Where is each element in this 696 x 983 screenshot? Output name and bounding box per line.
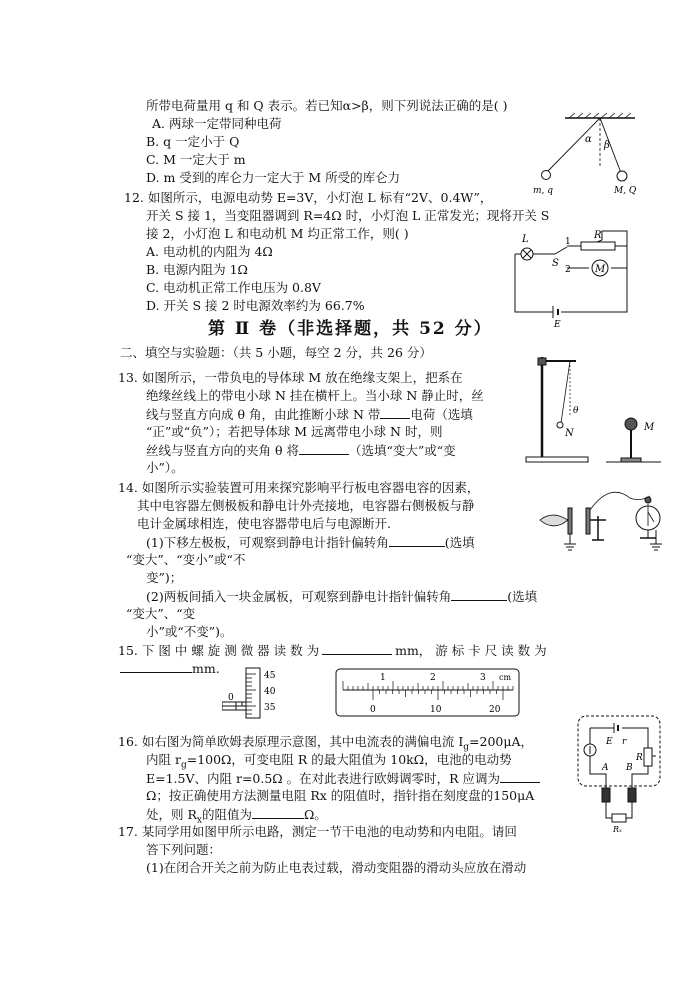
q13-line-5-tail: （选填“变大”或“变 — [348, 443, 456, 458]
q16-line-1-tail: =200μA， — [469, 734, 534, 749]
probe-left — [602, 788, 610, 802]
q17-line-3: (1)在闭合开关之前为防止电表过载，滑动变阻器的滑动头应放在滑动 — [146, 860, 527, 875]
q12-option-d: D. 开关 S 接 2 时电源效率约为 66.7% — [146, 298, 365, 313]
q14-sub-2-end: 小”或“不变”)。 — [146, 624, 233, 639]
q12-option-a: A. 电动机的内阻为 4Ω — [146, 244, 273, 259]
stand-base — [526, 457, 588, 462]
q15-caliper-figure — [335, 668, 521, 718]
q13-line-3 — [146, 405, 473, 423]
alpha-label: α — [585, 134, 592, 145]
q14-sub-1-end: 变”)； — [146, 570, 183, 585]
connecting-wire — [590, 492, 650, 510]
lamp-label: L — [522, 234, 529, 245]
q16-line-5-text: 处，则 R — [146, 807, 197, 822]
terminal-A: A — [602, 763, 609, 773]
main-scale-unit: cm — [499, 673, 512, 682]
q13-line-3-text: 线与竖直方向成 θ 角，由此推断小球 N 带 — [146, 407, 381, 422]
beta-label: β — [604, 140, 610, 151]
q14-line-2: 其中电容器左侧极板和静电计外壳接地，电容器右侧极板与静 — [137, 498, 475, 513]
q16-rg-sub: g — [180, 760, 187, 771]
q13-line-5 — [146, 441, 456, 459]
q16-ohmmeter-figure — [576, 714, 662, 836]
q13-blank-1[interactable] — [380, 405, 410, 419]
M-Q-label: M, Q — [614, 186, 637, 196]
q16-line-5-tail: Ω。 — [303, 807, 327, 822]
rx-label: Rₓ — [613, 825, 622, 834]
q15-blank-1[interactable] — [322, 641, 392, 655]
vernier-20: 20 — [489, 705, 501, 715]
q14-capacitor-figure — [538, 490, 670, 556]
thimble-label-35: 35 — [264, 703, 276, 713]
rheostat-label: R — [594, 230, 602, 241]
theta-label: θ — [573, 406, 579, 416]
q15-micrometer-figure — [222, 666, 318, 720]
q16-line-3-text: E=1.5V、内阻 r=0.5Ω 。在对此表进行欧姆调零时，R 应调为 — [146, 771, 501, 786]
N-label: N — [565, 428, 574, 439]
q13-line-2: 绝缘丝线上的带电小球 N 挂在横杆上。当小球 N 静止时，丝 — [146, 388, 484, 403]
q16-ig-sub: g — [463, 742, 470, 753]
q11-stem-line: 所带电荷量用 q 和 Q 表示。若已知α>β，则下列说法正确的是( ) — [146, 98, 508, 113]
ball-m — [542, 171, 551, 180]
hand-icon — [540, 515, 568, 526]
terminal-B: B — [626, 763, 633, 773]
q13-line-3-tail: 电荷（选填 — [410, 407, 473, 422]
rheostat-icon — [581, 242, 615, 250]
terminal-2: 2 — [565, 265, 571, 275]
q15-line-1 — [118, 641, 547, 659]
q14-sub-2-tail: (选填 — [507, 589, 538, 604]
ball-M — [625, 418, 637, 430]
left-plate — [568, 508, 572, 534]
vernier-0: 0 — [370, 705, 376, 715]
q16-line-2-tail: =100Ω，可变电阻 R 的最大阻值为 10kΩ，电池的电动势 — [186, 752, 512, 767]
q17-line-1: 17. 某同学用如图甲所示电路，测定一节干电池的电动势和内电阻。请回 — [118, 824, 517, 839]
q17-line-2: 答下列问题： — [146, 842, 222, 857]
emf-label: E — [554, 320, 561, 328]
q11-option-c: C. M 一定大于 m — [146, 152, 246, 167]
m-q-label: m, q — [533, 186, 554, 196]
q13-line-4: “正”或“负”）；若把导体球 M 远离带电小球 N 时，则 — [146, 424, 443, 439]
sleeve-label-0: 0 — [228, 693, 234, 703]
q14-line-1: 14. 如图所示实验装置可用来探究影响平行板电容器电容的因素， — [118, 480, 480, 495]
main-scale-3: 3 — [480, 673, 486, 683]
q14-sub-2-text: (2)两板间插入一块金属板，可观察到静电计指针偏转角 — [146, 589, 452, 604]
rx-resistor-icon — [612, 814, 626, 822]
q16-line-5-mid: 的阻值为 — [201, 807, 252, 822]
clamp — [538, 358, 546, 365]
q11-option-d: D. m 受到的库仑力一定大于 M 所受的库仑力 — [146, 170, 401, 185]
q13-blank-2[interactable] — [299, 441, 349, 455]
micrometer-thimble — [246, 668, 260, 718]
q15-line-1-text: 15. 下 图 中 螺 旋 测 微 器 读 数 为 — [118, 643, 320, 658]
q12-circuit-figure — [505, 226, 635, 328]
vernier-10: 10 — [430, 705, 442, 715]
q12-stem-line-1: 12. 如图所示，电源电动势 E=3V，小灯泡 L 标有“2V、0.4W”， — [124, 190, 493, 205]
switch-label: S — [552, 258, 559, 269]
q15-blank-2[interactable] — [120, 659, 192, 673]
variable-resistor-icon — [644, 748, 652, 766]
q15-line-1-tail: mm， 游 标 卡 尺 读 数 为 — [395, 643, 547, 658]
thread — [561, 361, 570, 423]
emf-label: E — [606, 737, 613, 747]
electroscope-ball — [645, 497, 651, 503]
q16-line-4: Ω；按正确使用方法测量电阻 Rx 的阻值时，指针指在刻度盘的150μA — [146, 788, 535, 803]
q15-line-2-tail: mm. — [192, 661, 220, 676]
q13-line-6: 小”）。 — [146, 460, 184, 475]
q16-line-1-text: 16. 如右图为简单欧姆表原理示意图，其中电流表的满偏电流 I — [118, 734, 464, 749]
ball-M — [617, 171, 627, 181]
q14-line-3: 电计金属球相连，使电容器带电后与电源断开. — [137, 516, 391, 531]
q16-line-3 — [146, 769, 540, 787]
R-label: R — [636, 753, 643, 763]
q11-pendulum-figure — [525, 112, 665, 197]
thimble-label-40: 40 — [264, 687, 276, 697]
q14-blank-1[interactable] — [389, 533, 445, 547]
q14-sub-1-cont: “变大”、“变小”或“不 — [126, 552, 246, 567]
q12-stem-line-2: 开关 S 接 1，当变阻器调到 R=4Ω 时，小灯泡 L 正常发光；现将开关 S — [146, 208, 550, 223]
q14-sub-1-tail: (选填 — [444, 535, 475, 550]
q14-sub-2 — [146, 587, 537, 605]
right-plate — [586, 508, 590, 534]
q13-stand-figure — [518, 353, 668, 468]
q14-sub-1 — [146, 533, 475, 551]
main-scale-1: 1 — [380, 673, 386, 683]
part-2-heading: 二、填空与实验题：（共 5 小题，每空 2 分，共 26 分） — [120, 345, 432, 360]
q15-line-2 — [120, 659, 220, 677]
q12-stem-line-3: 接 2，小灯泡 L 和电动机 M 均正常工作，则( ) — [146, 226, 409, 241]
q14-sub-1-text: (1)下移左极板，可观察到静电计指针偏转角 — [146, 535, 389, 550]
thimble-label-45: 45 — [264, 671, 276, 681]
q14-sub-2-cont: “变大”、“变 — [126, 606, 196, 621]
probe-right — [628, 788, 636, 802]
q16-line-2-text: 内阻 r — [146, 752, 181, 767]
q11-option-a: A. 两球一定带同种电荷 — [152, 116, 282, 131]
q16-rx-sub: x — [196, 815, 202, 826]
left-thread — [547, 118, 600, 172]
q13-line-5-text: 丝线与竖直方向的夹角 θ 将 — [146, 443, 299, 458]
ball-N — [557, 422, 563, 428]
q12-option-c: C. 电动机正常工作电压为 0.8V — [146, 280, 321, 295]
terminal-1: 1 — [565, 237, 571, 247]
q16-blank-2[interactable] — [252, 805, 304, 819]
M-label: M — [644, 422, 655, 433]
q14-blank-2[interactable] — [451, 587, 507, 601]
motor-label: M — [595, 264, 606, 275]
section-2-title: 第 Ⅱ 卷（非选择题，共 52 分） — [208, 319, 493, 339]
q12-option-b: B. 电源内阻为 1Ω — [146, 262, 248, 277]
main-scale-2: 2 — [430, 673, 436, 683]
q11-option-b: B. q 一定小于 Q — [146, 134, 240, 149]
internal-r-label: r — [622, 737, 627, 747]
q13-line-1: 13. 如图所示，一带负电的导体球 M 放在绝缘支架上，把系在 — [118, 370, 463, 385]
q16-blank-1[interactable] — [500, 769, 540, 783]
support-base — [621, 458, 641, 462]
